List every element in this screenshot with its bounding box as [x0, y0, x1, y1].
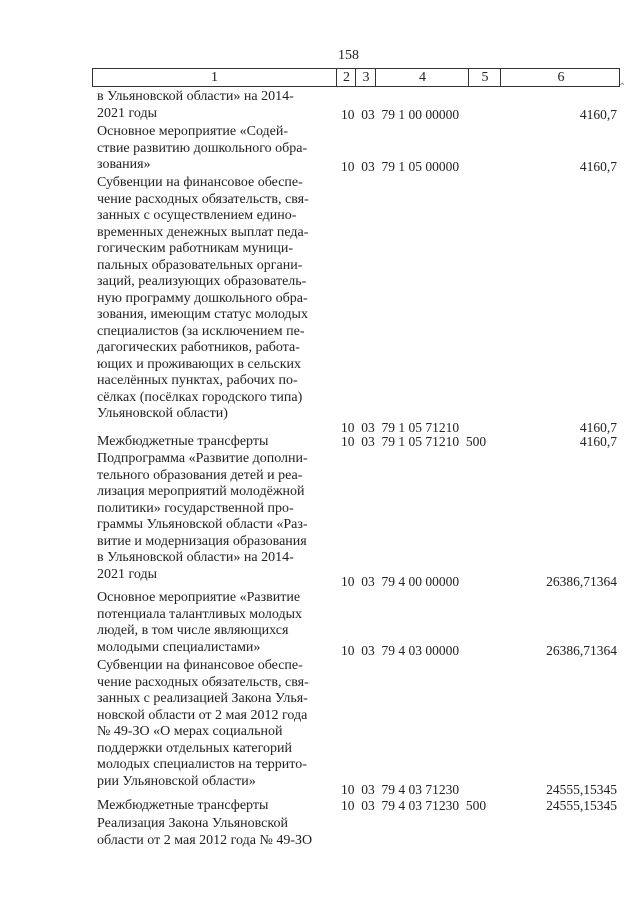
row-amount: 24555,15345	[546, 798, 617, 813]
description-line: новской области от 2 мая 2012 года	[97, 707, 308, 723]
description-line: Основное мероприятие «Содей-	[97, 124, 289, 139]
description-line: ющих и проживающих в сельских	[97, 356, 301, 372]
description-line: временных денежных выплат педа-	[97, 224, 309, 240]
row-code: 10 03 79 1 05 00000	[341, 159, 460, 174]
description-line: граммы Ульяновской области «Раз-	[97, 517, 308, 532]
row-description	[97, 590, 330, 656]
description-line: сёлках (посёлках городского типа)	[97, 389, 303, 405]
description-line: дагогических работников, работа-	[97, 340, 300, 355]
description-line: занных с осуществлением едино-	[97, 208, 297, 223]
description-line: чение расходных обязательств, свя-	[97, 674, 309, 690]
description-line: поддержки отдельных категорий	[97, 740, 293, 756]
header-col-2: 2	[336, 69, 356, 86]
table-header	[92, 68, 620, 87]
row-code: 10 03 79 4 03 71230	[341, 782, 460, 797]
description-line: Субвенции на финансовое обеспе-	[97, 175, 303, 190]
row-amount: 4160,7	[579, 159, 617, 174]
description-line: тельного образования детей и реа-	[97, 467, 303, 483]
description-line: гогическим работникам муници-	[97, 241, 294, 256]
description-line: № 49-ЗО «О мерах социальной	[97, 724, 283, 739]
row-amount: 26386,71364	[546, 574, 617, 589]
description-line: Субвенции на финансовое обеспе-	[97, 658, 303, 673]
description-line: зования»	[97, 157, 151, 172]
description-line: населённых пунктах, рабочих по-	[97, 373, 298, 388]
description-line: пальных образовательных органи-	[97, 257, 303, 273]
description-line: Ульяновской области)	[97, 406, 228, 421]
header-col-5: 5	[468, 69, 501, 86]
row-amount: 4160,7	[579, 434, 617, 449]
row-code: 10 03 79 1 05 71210 500	[341, 434, 487, 449]
header-col-4: 4	[375, 69, 469, 86]
description-line: рии Ульяновской области»	[97, 773, 256, 789]
row-description	[97, 89, 330, 122]
scan-mark: ‸	[620, 70, 625, 85]
description-line: зования, имеющим статус молодых	[97, 307, 308, 322]
description-line: витие и модернизация образования	[97, 533, 307, 549]
page-number: 158	[338, 48, 359, 63]
row-code: 10 03 79 1 00 00000	[341, 107, 460, 122]
description-line: потенциала талантливых молодых	[97, 606, 303, 622]
row-code: 10 03 79 4 00 00000	[341, 574, 460, 589]
description-line: заций, реализующих образователь-	[97, 274, 307, 289]
description-line: Межбюджетные трансферты	[97, 434, 269, 449]
description-line: специалистов (за исключением пе-	[97, 323, 305, 339]
row-description	[97, 798, 330, 815]
description-line: молодыми специалистами»	[97, 639, 261, 655]
row-amount: 4160,7	[579, 420, 617, 435]
description-line: Подпрограмма «Развитие дополни-	[97, 451, 308, 466]
row-description	[97, 658, 330, 790]
description-line: 2021 годы	[97, 105, 158, 121]
row-code: 10 03 79 1 05 71210	[341, 420, 460, 435]
description-line: ствие развитию дошкольного обра-	[97, 140, 308, 156]
row-code: 10 03 79 4 03 71230 500	[341, 798, 487, 813]
header-col-1: 1	[211, 70, 218, 85]
description-line: Межбюджетные трансферты	[97, 798, 269, 813]
row-description	[97, 434, 330, 451]
row-amount: 26386,71364	[546, 643, 617, 658]
description-line: чение расходных обязательств, свя-	[97, 191, 309, 207]
description-line: Основное мероприятие «Развитие	[97, 590, 301, 605]
header-col-6: 6	[500, 69, 621, 86]
row-description	[97, 451, 330, 583]
description-line: в Ульяновской области» на 2014-	[97, 550, 294, 565]
row-amount: 4160,7	[579, 107, 617, 122]
description-line: ную программу дошкольного обра-	[97, 290, 308, 306]
row-amount: 24555,15345	[546, 782, 617, 797]
description-line: лизация мероприятий молодёжной	[97, 484, 305, 499]
row-description	[97, 124, 330, 174]
description-line: Реализация Закона Ульяновской	[97, 816, 288, 831]
row-description	[97, 175, 330, 423]
description-line: молодых специалистов на террито-	[97, 757, 307, 772]
description-line: в Ульяновской области» на 2014-	[97, 89, 294, 104]
row-description	[97, 816, 330, 849]
description-line: занных с реализацией Закона Улья-	[97, 691, 308, 706]
description-line: области от 2 мая 2012 года № 49-ЗО	[97, 832, 313, 848]
description-line: политики» государственной про-	[97, 500, 294, 516]
description-line: 2021 годы	[97, 566, 158, 582]
row-code: 10 03 79 4 03 00000	[341, 643, 460, 658]
description-line: людей, в том числе являющихся	[97, 623, 289, 638]
header-col-3: 3	[355, 69, 376, 86]
